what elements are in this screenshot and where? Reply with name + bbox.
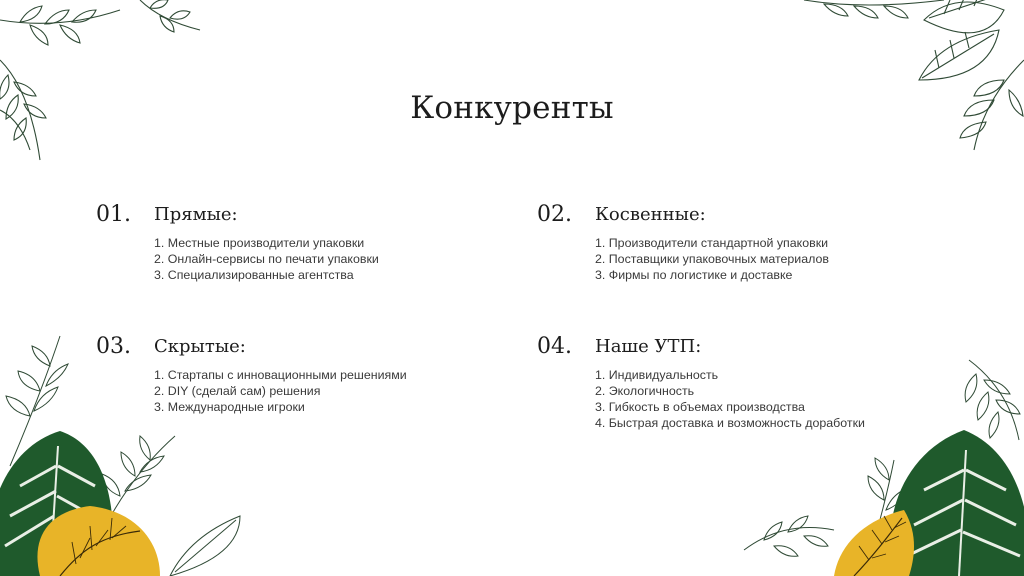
list-item: 1. Стартапы с инновационными решениями xyxy=(154,368,407,382)
section-heading: Прямые: xyxy=(154,204,238,225)
list-item: 1. Местные производители упаковки xyxy=(154,236,365,250)
list-item: 1. Индивидуальность xyxy=(595,368,719,382)
section-heading: Косвенные: xyxy=(595,204,706,225)
section-number: 02. xyxy=(537,202,572,227)
section-list xyxy=(154,367,407,415)
section-heading: Наше УТП: xyxy=(595,336,702,357)
list-item: 3. Специализированные агентства xyxy=(154,268,354,282)
list-item: 4. Быстрая доставка и возможность доработки xyxy=(595,416,865,430)
section-number: 04. xyxy=(537,334,572,359)
list-item: 2. Поставщики упаковочных материалов xyxy=(595,252,829,266)
section-number: 03. xyxy=(96,334,131,359)
section-heading: Скрытые: xyxy=(154,336,246,357)
section-list xyxy=(595,367,865,431)
section-list xyxy=(595,235,829,283)
list-item: 1. Производители стандартной упаковки xyxy=(595,236,829,250)
list-item: 3. Фирмы по логистике и доставке xyxy=(595,268,793,282)
list-item: 2. DIY (сделай сам) решения xyxy=(154,384,321,398)
leaf-outline-icon xyxy=(804,0,1024,170)
list-item: 3. Международные игроки xyxy=(154,400,305,414)
section-number: 01. xyxy=(96,202,131,227)
list-item: 3. Гибкость в объемах производства xyxy=(595,400,805,414)
section-list xyxy=(154,235,379,283)
list-item: 2. Экологичность xyxy=(595,384,695,398)
list-item: 2. Онлайн-сервисы по печати упаковки xyxy=(154,252,379,266)
page-title: Конкуренты xyxy=(410,90,614,126)
